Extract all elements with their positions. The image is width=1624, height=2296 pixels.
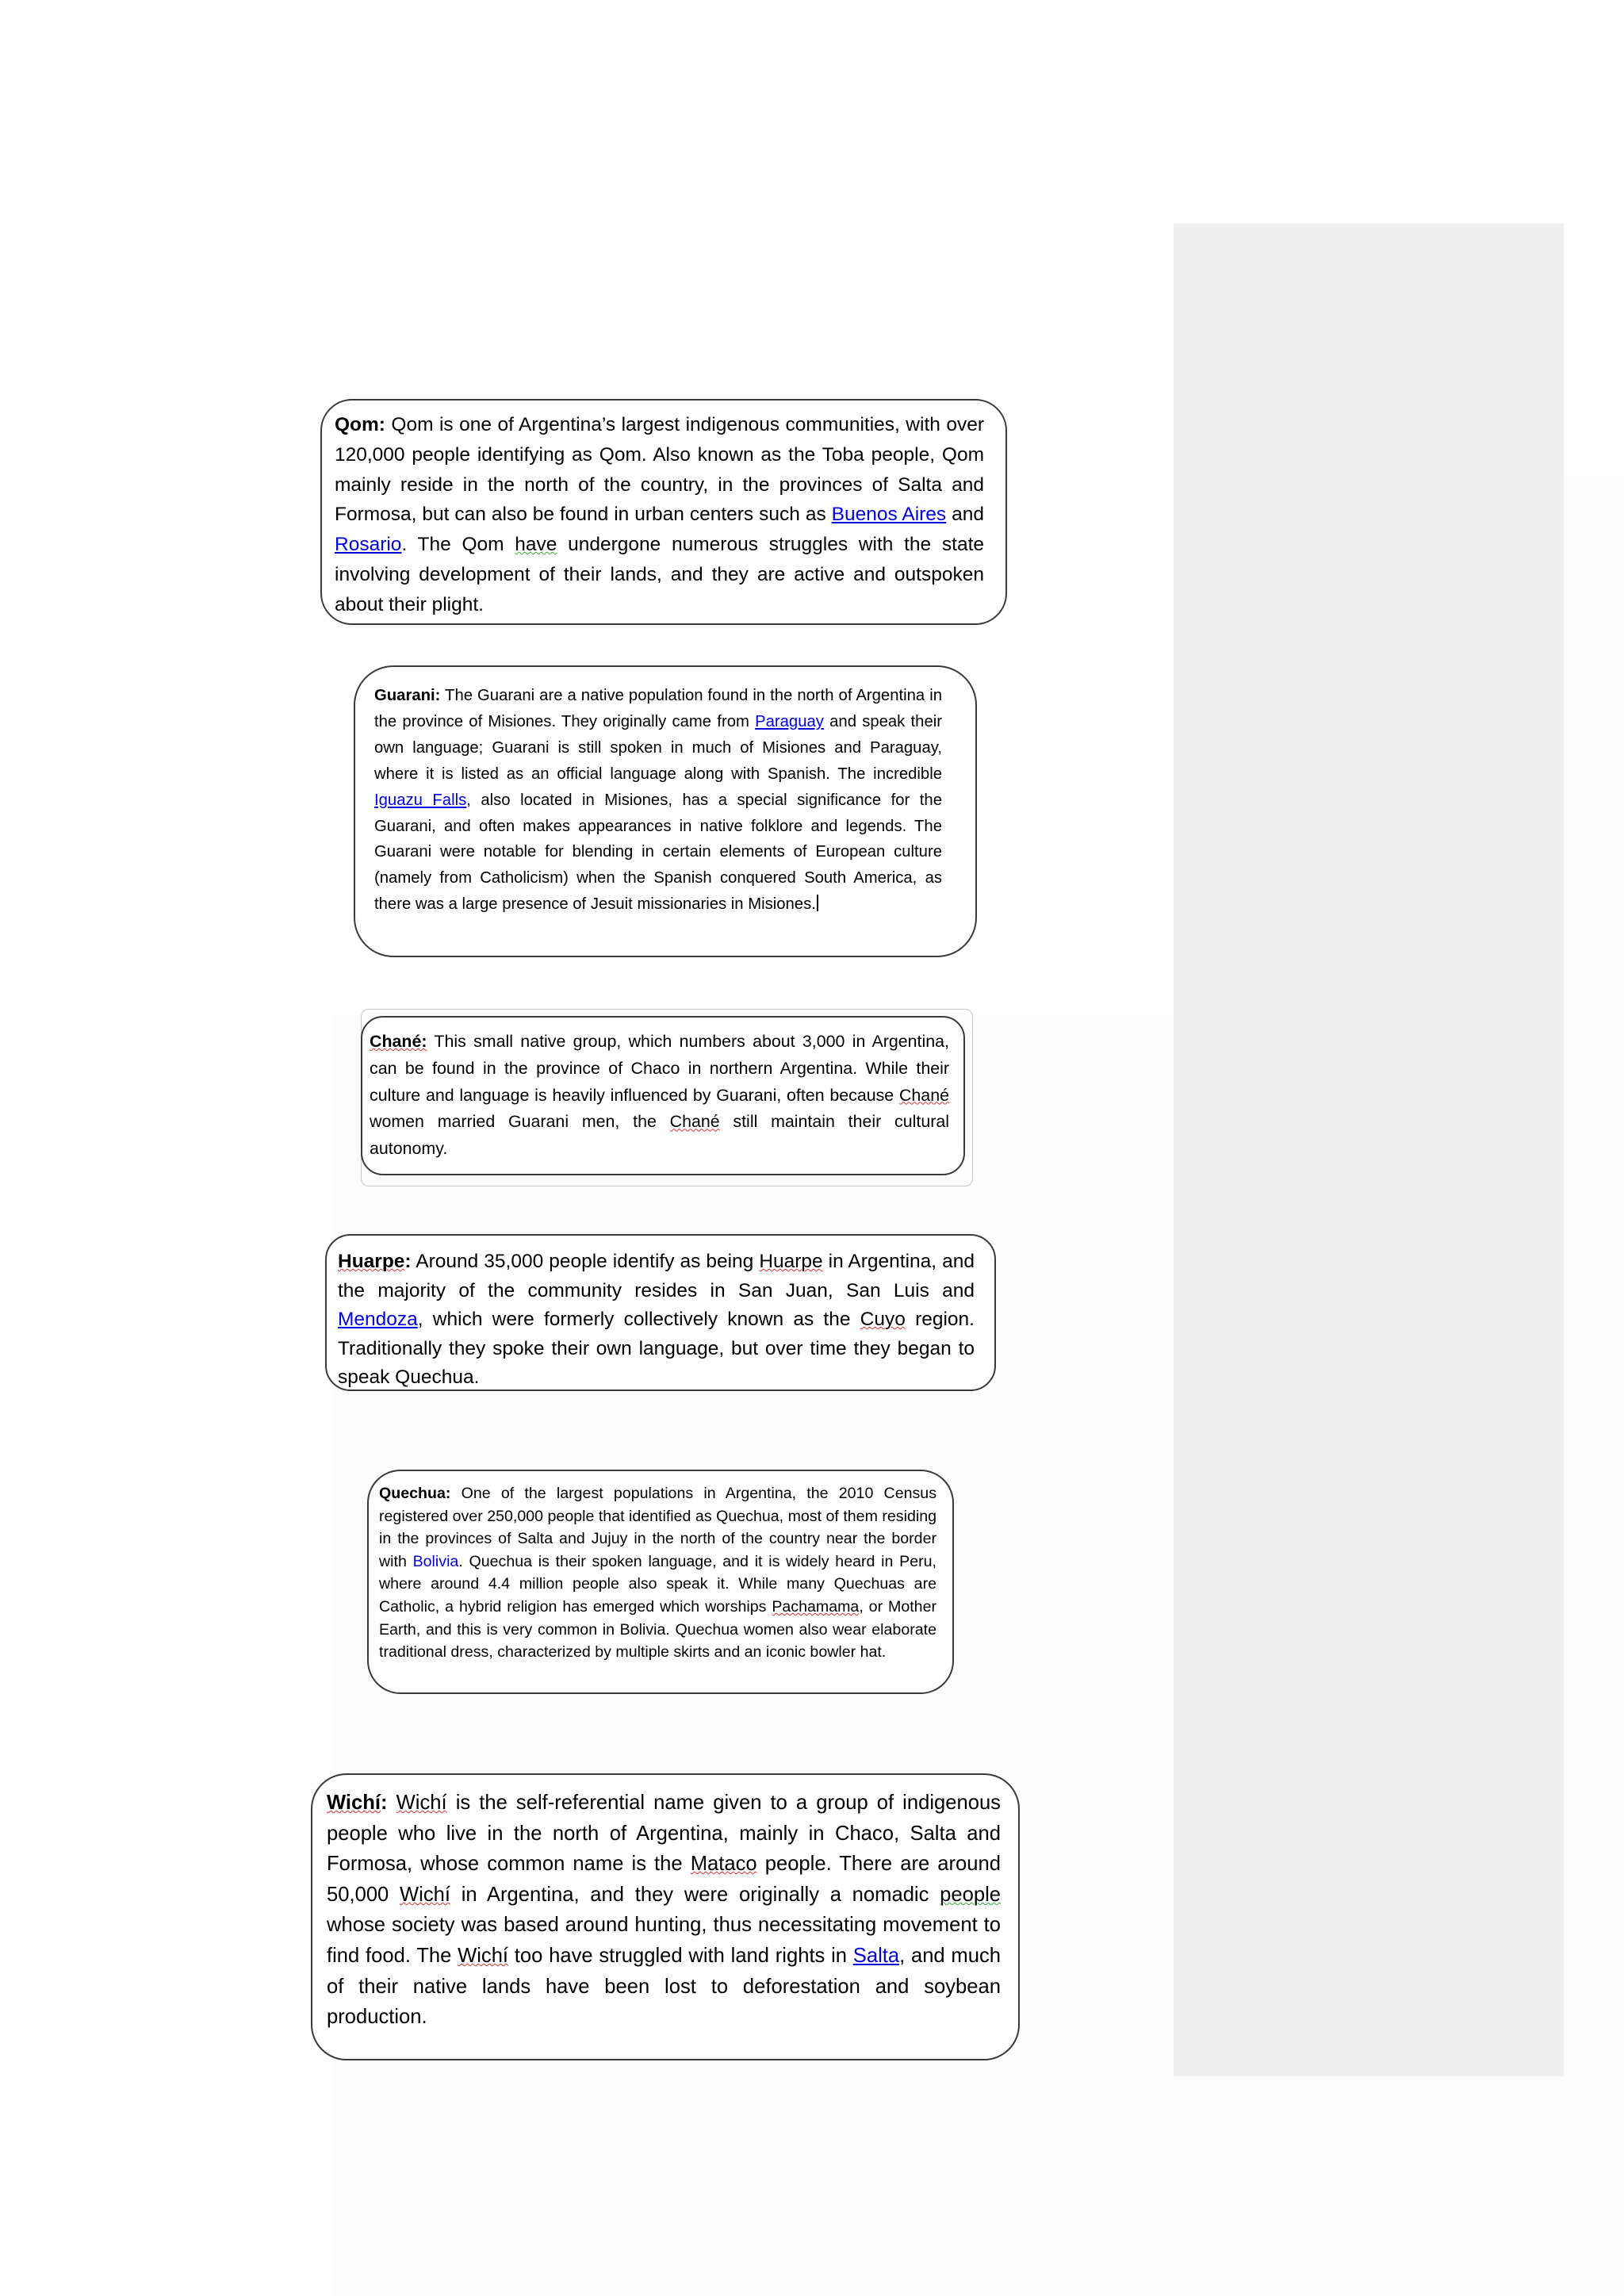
huarpe-text: , which were formerly collectively known as the [417,1309,860,1330]
spelling-flag[interactable]: Huarpe [759,1251,823,1272]
spelling-flag[interactable]: Wichí [396,1792,447,1814]
text-cursor [817,895,818,911]
wichi-text: too have struggled with land rights in [508,1944,853,1967]
spelling-flag[interactable]: Wichí [400,1883,450,1906]
title-colon: : [404,1251,412,1272]
qom-title: Qom: [335,414,385,435]
salta-link[interactable]: Salta [852,1944,900,1967]
wichi-text: in Argentina, and they were originally a nomadic [450,1883,940,1906]
wichi-title: Wichí [327,1792,381,1814]
spelling-flag[interactable]: Wichí [458,1944,509,1967]
qom-text: . The Qom [401,534,515,556]
iguazu-falls-link[interactable]: Iguazu Falls [374,791,467,809]
guarani-text: and speak their own language; Guarani is still spoken in much of Misiones and Paraguay, where it is listed as an official language along with Spanish. The incredible [374,712,942,783]
mendoza-link[interactable]: Mendoza [338,1309,418,1330]
rosario-link[interactable]: Rosario [335,534,402,556]
spelling-flag[interactable]: Chané [898,1085,949,1105]
qom-text: Qom is one of Argentina’s largest indigenous communities, with over 120,000 people identifying as Qom. Also known as the Toba people, Qom mainly reside in the north of the country, in the provinces of Salta and Formosa, but can also be found in urban centers such as [335,414,984,526]
huarpe-title: Huarpe [338,1251,405,1272]
wichi-text [388,1792,396,1814]
guarani-text: , also located in Misiones, has a special significance for the Guarani, and often makes appearances in native folklore and legends. The Guarani were notable for blending in certain elements of European culture (namely from Catholicism) when the Spanish conquered South America, as there was a large presence of Jesuit missionaries in Misiones. [374,791,942,914]
guarani-text-box[interactable] [354,665,977,957]
quechua-text: . Quechua is their spoken language, and it is widely heard in Peru, where around 4.4 million people also speak it. While many Quechuas are Catholic, a hybrid religion has emerged which worships [379,1552,936,1616]
chane-text-box[interactable] [361,1016,965,1175]
comment-pane [1174,224,1564,2076]
bolivia-link[interactable]: Bolivia [412,1552,459,1570]
chane-title: Chané: [370,1032,427,1051]
spelling-flag[interactable]: Pachamama [772,1597,860,1616]
quechua-text: One of the largest populations in Argentina, the 2010 Census registered over 250,000 people that identified as Quechua, most of them residing in the provinces of Salta and Jujuy in the north of the country near the border with [379,1485,936,1570]
wichi-text: whose society was based around hunting, thus necessitating movement to find food. The [327,1914,1001,1967]
spelling-flag[interactable]: Chané [669,1112,720,1132]
spelling-flag[interactable]: Mataco [690,1853,757,1876]
paraguay-link[interactable]: Paraguay [755,712,824,730]
huarpe-text: in Argentina, and the majority of the community resides in San Juan, San Luis and [338,1251,975,1301]
qom-text: and [946,504,984,526]
wichi-text-box[interactable] [311,1773,1020,2060]
buenos-aires-link[interactable]: Buenos Aires [831,504,947,526]
wichi-text: people. There are around 50,000 [327,1853,1001,1906]
qom-text-box[interactable] [320,399,1007,625]
quechua-text: , or Mother Earth, and this is very common in Bolivia. Quechua women also wear elaborate traditional dress, characterized by multiple skirts and an iconic bowler hat. [379,1597,936,1662]
chane-text: women married Guarani men, the [370,1112,670,1132]
qom-text: undergone numerous struggles with the state involving development of their lands, and they are active and outspoken about their plight. [335,534,985,615]
grammar-flag[interactable]: have [515,534,557,556]
wichi-text: , and much of their native lands have been lost to deforestation and soybean production. [327,1944,1001,2029]
title-colon: : [381,1792,388,1814]
guarani-text: The Guarani are a native population found in the north of Argentina in the province of Misiones. They originally came from [374,687,942,730]
guarani-title: Guarani: [374,687,441,704]
grammar-flag[interactable]: people [940,1883,1001,1906]
quechua-title: Quechua: [379,1485,451,1502]
chane-text: still maintain their cultural autonomy. [370,1112,949,1159]
spelling-flag[interactable]: Cuyo [860,1309,906,1330]
quechua-text-box[interactable] [367,1470,954,1694]
huarpe-text-box[interactable] [325,1234,996,1391]
wichi-text: is the self-referential name given to a group of indigenous people who live in the north of Argentina, mainly in Chaco, Salta and Formosa, whose common name is the [327,1792,1001,1876]
huarpe-text: Around 35,000 people identify as being [411,1251,760,1272]
huarpe-text: region. Traditionally they spoke their own language, but over time they began to speak Quechua. [338,1309,975,1388]
chane-text: This small native group, which numbers about 3,000 in Argentina, can be found in the province of Chaco in northern Argentina. While their culture and language is heavily influenced by Guarani, often because [370,1032,949,1105]
